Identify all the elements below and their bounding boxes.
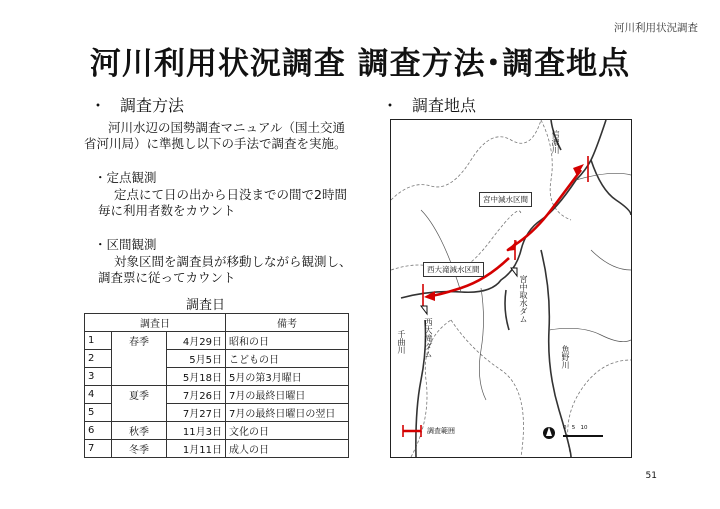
intro-text: 河川水辺の国勢調査マニュアル（国土交通省河川局）に準拠し以下の手法で調査を実施。 [84, 120, 347, 151]
row-no: 6 [85, 422, 112, 440]
row-date: 11月3日 [167, 422, 226, 440]
row-season [112, 368, 167, 386]
row-season: 春季 [112, 332, 167, 350]
row-note: 文化の日 [226, 422, 349, 440]
table-header-date: 調査日 [85, 314, 226, 332]
row-note: こどもの日 [226, 350, 349, 368]
page-number: 51 [645, 471, 657, 481]
section-obs-title: ・区間観測 [94, 237, 157, 252]
route-ticks [423, 156, 588, 306]
fixed-point-text: 定点にて日の出から日没までの間で2時間毎に利用者数をカウント [98, 187, 347, 218]
table-row [85, 332, 349, 350]
label-miyanaka-dam: 宮中取水ダム [519, 275, 528, 323]
section-obs-text: 対象区間を調査員が移動しながら観測し、調査票に従ってカウント [98, 254, 352, 285]
table-caption: 調査日 [186, 298, 226, 313]
table-row [85, 422, 349, 440]
scale-bar-label: 0 5 10 [563, 425, 588, 431]
table-header-row [85, 314, 349, 332]
label-nishiotaki-section: 西大滝減水区間 [423, 262, 484, 277]
label-chikuma-river: 千曲川 [397, 330, 406, 354]
row-no: 5 [85, 404, 112, 422]
row-no: 4 [85, 386, 112, 404]
section-header: 河川利用状況調査 [614, 22, 698, 34]
label-shinano-river: 信濃川 [551, 130, 560, 154]
row-date: 7月26日 [167, 386, 226, 404]
row-date: 5月18日 [167, 368, 226, 386]
page-title: 河川利用状況調査 調査方法･調査地点 [89, 46, 631, 82]
label-miyanaka-section: 宮中減水区間 [479, 192, 532, 207]
row-no: 3 [85, 368, 112, 386]
bullet-method-label: 調査方法 [120, 96, 185, 115]
row-season: 夏季 [112, 386, 167, 404]
row-note: 成人の日 [226, 440, 349, 458]
uono-upper [591, 160, 631, 215]
table-row [85, 368, 349, 386]
bullet-location: ・ 調査地点 [382, 96, 477, 115]
label-uono-river: 魚野川 [561, 345, 570, 369]
row-season [112, 404, 167, 422]
row-no: 1 [85, 332, 112, 350]
row-no: 2 [85, 350, 112, 368]
bullet-location-label: 調査地点 [412, 96, 477, 115]
row-note: 7月の最終日曜日 [226, 386, 349, 404]
label-nishiotaki-dam: 西大滝ダム [424, 318, 433, 358]
location-map [390, 119, 632, 458]
map-drawing [391, 120, 631, 457]
legend-label: 調査範囲 [427, 427, 455, 435]
row-date: 1月11日 [167, 440, 226, 458]
row-season [112, 350, 167, 368]
schedule-table [84, 313, 349, 458]
row-season: 冬季 [112, 440, 167, 458]
dam-miyanaka-icon [511, 268, 517, 276]
fixed-point-title: ・定点観測 [94, 170, 157, 185]
row-note: 昭和の日 [226, 332, 349, 350]
dam-nishiotaki-icon [421, 306, 427, 314]
table-row [85, 440, 349, 458]
row-date: 7月27日 [167, 404, 226, 422]
rivers [401, 120, 631, 457]
row-date: 4月29日 [167, 332, 226, 350]
table-header-note: 備考 [226, 314, 349, 332]
bullet-method: ・ 調査方法 [90, 96, 185, 115]
row-note: 5月の第3月曜日 [226, 368, 349, 386]
table-row [85, 404, 349, 422]
table-row [85, 350, 349, 368]
row-no: 7 [85, 440, 112, 458]
row-date: 5月5日 [167, 350, 226, 368]
row-season: 秋季 [112, 422, 167, 440]
table-row [85, 386, 349, 404]
row-note: 7月の最終日曜日の翌日 [226, 404, 349, 422]
route-miyanaka [508, 170, 581, 250]
